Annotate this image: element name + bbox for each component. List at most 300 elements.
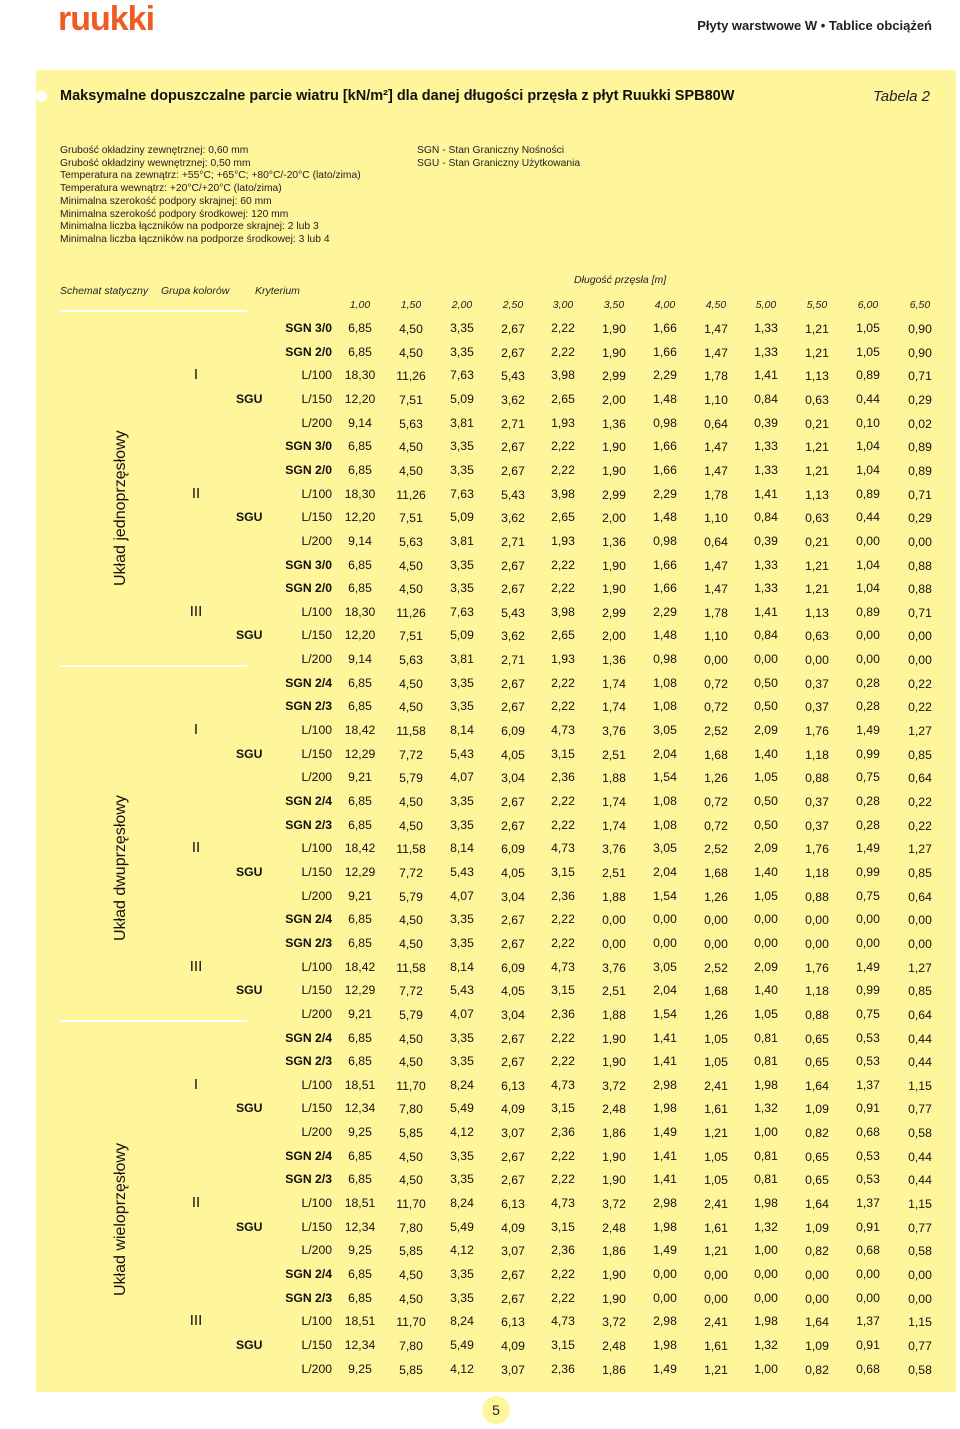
table-cell: 4,50 — [399, 1055, 423, 1070]
table-cell: 1,33 — [754, 581, 778, 596]
parameter-line: Grubość okładziny wewnętrznej: 0,50 mm — [60, 157, 251, 169]
table-cell: 1,61 — [704, 1102, 728, 1117]
table-cell: 2,09 — [754, 723, 778, 738]
table-cell: 5,43 — [501, 369, 525, 384]
table-cell: 0,77 — [908, 1220, 932, 1235]
table-cell: 2,22 — [551, 912, 575, 927]
table-cell: 1,09 — [805, 1220, 829, 1235]
table-cell: 0,50 — [754, 699, 778, 714]
table-cell: 0,89 — [856, 368, 880, 383]
table-cell: 5,09 — [450, 391, 474, 406]
table-cell: 2,36 — [551, 770, 575, 785]
table-cell: 3,15 — [551, 1101, 575, 1116]
span-header-11: 6,50 — [909, 299, 931, 311]
table-cell: 0,65 — [805, 1031, 829, 1046]
table-cell: 0,89 — [908, 463, 932, 478]
table-cell: 1,48 — [653, 628, 677, 643]
table-cell: 5,49 — [450, 1219, 474, 1234]
table-cell: 2,67 — [501, 1055, 525, 1070]
span-header-10: 6,00 — [857, 299, 879, 311]
table-cell: 4,73 — [551, 1077, 575, 1092]
table-cell: 18,30 — [344, 368, 376, 383]
table-cell: 1,66 — [653, 581, 677, 596]
table-cell: 12,34 — [344, 1101, 376, 1116]
table-cell: 0,37 — [805, 700, 829, 715]
table-cell: 1,98 — [754, 1314, 778, 1329]
scheme-label: Układ wieloprzęsłowy — [112, 1142, 129, 1296]
table-cell: 1,66 — [653, 557, 677, 572]
table-cell: 4,50 — [399, 345, 423, 360]
table-cell: 1,90 — [602, 558, 626, 573]
table-cell: 5,43 — [501, 487, 525, 502]
table-cell: 0,88 — [908, 558, 932, 573]
table-cell: 0,02 — [908, 416, 932, 431]
table-cell: 4,50 — [399, 818, 423, 833]
table-cell: 0,84 — [754, 628, 778, 643]
table-cell: 0,00 — [653, 1290, 677, 1305]
table-cell: 0,65 — [805, 1149, 829, 1164]
table-number: Tabela 2 — [873, 88, 930, 105]
table-cell: 7,63 — [450, 604, 474, 619]
table-cell: 1,10 — [704, 629, 728, 644]
table-cell: 1,98 — [653, 1337, 677, 1352]
table-cell: 6,85 — [348, 699, 372, 714]
table-cell: 1,47 — [704, 582, 728, 597]
table-cell: 1,32 — [754, 1219, 778, 1234]
table-cell: 0,91 — [856, 1337, 880, 1352]
table-title: Maksymalne dopuszczalne parcie wiatru [kN/m²] dla danej długości przęsła z płyt Ruukki SPB80W — [60, 88, 735, 104]
table-cell: 2,65 — [551, 391, 575, 406]
table-cell: 4,12 — [450, 1125, 474, 1140]
table-cell: 2,65 — [551, 510, 575, 525]
span-header-9: 5,50 — [806, 299, 828, 311]
table-cell: 1,05 — [856, 344, 880, 359]
table-cell: 0,81 — [754, 1030, 778, 1045]
table-cell: 0,85 — [908, 984, 932, 999]
table-cell: 2,22 — [551, 462, 575, 477]
table-cell: 6,85 — [348, 675, 372, 690]
table-cell: 2,67 — [501, 913, 525, 928]
table-cell: 2,51 — [602, 865, 626, 880]
table-cell: 0,82 — [805, 1362, 829, 1377]
table-cell: 1,41 — [754, 368, 778, 383]
table-cell: 1,90 — [602, 582, 626, 597]
span-header-1: 1,50 — [400, 299, 422, 311]
ruukki-logo-graphic — [58, 4, 176, 34]
table-cell: 0,63 — [805, 511, 829, 526]
table-cell: 12,20 — [344, 391, 376, 406]
table-cell: 6,85 — [348, 817, 372, 832]
table-cell: 0,00 — [704, 653, 728, 668]
table-cell: 1,47 — [704, 345, 728, 360]
table-cell: 0,00 — [602, 913, 626, 928]
table-cell: 5,09 — [450, 628, 474, 643]
table-cell: 2,67 — [501, 322, 525, 336]
table-cell: 1,76 — [805, 842, 829, 857]
table-cell: 1,21 — [704, 1244, 728, 1259]
criterion-label: L/200 — [301, 888, 332, 903]
table-cell: 4,07 — [450, 770, 474, 785]
table-cell: 3,04 — [501, 889, 525, 904]
table-cell: 2,98 — [653, 1077, 677, 1092]
table-cell: 0,39 — [754, 415, 778, 430]
table-cell: 5,85 — [399, 1126, 423, 1141]
table-cell: 0,00 — [908, 1291, 932, 1306]
table-cell: 0,98 — [653, 415, 677, 430]
criterion-label: L/150 — [301, 510, 332, 525]
table-cell: 1,86 — [602, 1126, 626, 1141]
table-cell: 2,48 — [602, 1220, 626, 1235]
table-cell: 0,72 — [704, 676, 728, 691]
table-cell: 5,49 — [450, 1337, 474, 1352]
table-cell: 3,98 — [551, 368, 575, 383]
table-cell: 1,10 — [704, 511, 728, 526]
table-cell: 0,22 — [908, 795, 932, 809]
table-cell: 2,22 — [551, 557, 575, 572]
table-cell: 1,41 — [754, 486, 778, 501]
table-cell: 0,75 — [856, 770, 880, 785]
scheme-label: Układ jednoprzęsłowy — [112, 430, 129, 587]
table-cell: 0,77 — [908, 1338, 932, 1353]
table-cell: 2,36 — [551, 888, 575, 903]
ruukki-logo-text: ruukki — [58, 4, 155, 34]
table-cell: 6,85 — [348, 1148, 372, 1163]
table-cell: 1,33 — [754, 321, 778, 335]
table-cell: 0,00 — [908, 936, 932, 951]
criterion-label: SGN 2/4 — [285, 794, 332, 808]
table-cell: 3,35 — [450, 912, 474, 927]
table-cell: 0,44 — [856, 510, 880, 525]
table-cell: 1,98 — [653, 1101, 677, 1116]
table-cell: 3,35 — [450, 1172, 474, 1187]
table-cell: 0,58 — [908, 1126, 932, 1141]
table-cell: 1,15 — [908, 1315, 932, 1330]
scheme-divider — [60, 665, 247, 667]
criterion-type: SGU — [236, 510, 263, 525]
table-cell: 11,70 — [396, 1315, 426, 1330]
table-cell: 0,64 — [704, 534, 728, 549]
table-cell: 2,51 — [602, 747, 626, 762]
table-cell: 0,00 — [856, 1290, 880, 1305]
table-cell: 1,76 — [805, 724, 829, 739]
table-cell: 0,00 — [653, 935, 677, 950]
table-cell: 1,93 — [551, 533, 575, 548]
criterion-label: L/100 — [301, 368, 332, 383]
table-cell: 1,08 — [653, 699, 677, 714]
criterion-label: L/200 — [301, 415, 332, 430]
table-cell: 0,00 — [856, 628, 880, 643]
table-cell: 1,08 — [653, 817, 677, 832]
table-cell: 2,41 — [704, 1078, 728, 1093]
table-cell: 1,78 — [704, 369, 728, 384]
table-cell: 9,14 — [348, 652, 372, 667]
table-cell: 2,71 — [501, 534, 525, 549]
table-cell: 0,29 — [908, 511, 932, 526]
table-cell: 2,09 — [754, 841, 778, 856]
table-cell: 1,66 — [653, 462, 677, 477]
table-cell: 1,49 — [653, 1361, 677, 1376]
table-cell: 7,63 — [450, 368, 474, 383]
table-cell: 0,88 — [908, 582, 932, 597]
table-cell: 3,35 — [450, 1030, 474, 1045]
table-cell: 0,00 — [754, 912, 778, 927]
table-cell: 0,00 — [754, 1267, 778, 1281]
criterion-label: L/200 — [301, 533, 332, 548]
color-group-label: II — [191, 1194, 201, 1212]
table-cell: 1,49 — [653, 1125, 677, 1140]
criterion-label: SGN 2/3 — [285, 817, 332, 832]
table-cell: 1,74 — [602, 700, 626, 715]
table-cell: 1,21 — [805, 463, 829, 478]
table-cell: 0,77 — [908, 1102, 932, 1117]
table-cell: 0,44 — [856, 391, 880, 406]
table-cell: 2,67 — [501, 1268, 525, 1282]
table-cell: 4,05 — [501, 865, 525, 880]
table-cell: 0,81 — [754, 1054, 778, 1069]
span-header-4: 3,00 — [552, 299, 574, 311]
table-cell: 0,64 — [908, 1007, 932, 1022]
table-cell: 6,85 — [348, 935, 372, 950]
table-cell: 0,89 — [856, 486, 880, 501]
color-group-label: II — [191, 839, 201, 857]
table-cell: 1,90 — [602, 1055, 626, 1070]
table-cell: 6,85 — [348, 1290, 372, 1305]
color-group-label: II — [191, 484, 201, 502]
table-cell: 7,51 — [399, 392, 423, 407]
criterion-label: L/100 — [301, 486, 332, 501]
table-cell: 3,15 — [551, 864, 575, 879]
table-cell: 1,78 — [704, 487, 728, 502]
table-cell: 0,64 — [908, 889, 932, 904]
table-cell: 11,58 — [396, 724, 426, 739]
legend — [417, 145, 580, 170]
table-cell: 4,50 — [399, 322, 423, 336]
table-cell: 3,35 — [450, 321, 474, 335]
table-cell: 0,68 — [856, 1125, 880, 1140]
criterion-label: SGN 2/4 — [285, 1148, 332, 1163]
span-header-7: 4,50 — [705, 299, 727, 311]
color-group-label: III — [189, 957, 203, 975]
criterion-label: L/150 — [301, 864, 332, 879]
table-cell: 3,07 — [501, 1126, 525, 1141]
table-cell: 0,71 — [908, 605, 932, 620]
table-cell: 1,33 — [754, 462, 778, 477]
table-cell: 12,20 — [344, 628, 376, 643]
criterion-label: SGN 2/3 — [285, 1290, 332, 1305]
table-cell: 0,63 — [805, 629, 829, 644]
table-cell: 1,47 — [704, 558, 728, 573]
table-cell: 1,88 — [602, 1007, 626, 1022]
table-cell: 0,63 — [805, 392, 829, 407]
table-cell: 4,05 — [501, 984, 525, 999]
table-cell: 0,00 — [908, 913, 932, 928]
table-cell: 1,26 — [704, 1007, 728, 1022]
table-cell: 0,50 — [754, 817, 778, 832]
table-cell: 1,93 — [551, 415, 575, 430]
table-cell: 3,05 — [653, 959, 677, 974]
table-cell: 0,00 — [805, 1268, 829, 1282]
table-cell: 0,99 — [856, 864, 880, 879]
table-cell: 0,75 — [856, 1006, 880, 1021]
table-cell: 1,05 — [754, 888, 778, 903]
table-cell: 7,72 — [399, 984, 423, 999]
color-group-label: I — [193, 721, 199, 739]
table-cell: 6,85 — [348, 439, 372, 454]
table-cell: 1,93 — [551, 652, 575, 667]
table-cell: 0,00 — [856, 533, 880, 548]
criterion-label: SGN 3/0 — [285, 439, 332, 454]
table-cell: 6,85 — [348, 557, 372, 572]
table-cell: 1,86 — [602, 1244, 626, 1259]
table-cell: 1,00 — [754, 1243, 778, 1258]
table-cell: 2,67 — [501, 1173, 525, 1188]
criterion-label: SGN 2/4 — [285, 1030, 332, 1045]
table-cell: 8,14 — [450, 723, 474, 738]
table-cell: 2,22 — [551, 321, 575, 335]
table-cell: 1,18 — [805, 984, 829, 999]
span-header-0: 1,00 — [349, 299, 371, 311]
table-cell: 3,76 — [602, 960, 626, 975]
table-cell: 4,05 — [501, 747, 525, 762]
parameter-line: Minimalna szerokość podpory środkowej: 120 mm — [60, 208, 289, 220]
table-cell: 5,79 — [399, 771, 423, 786]
table-cell: 6,85 — [348, 1030, 372, 1045]
table-cell: 2,22 — [551, 1148, 575, 1163]
criterion-type: SGU — [236, 391, 263, 406]
table-cell: 3,35 — [450, 462, 474, 477]
table-cell: 1,40 — [754, 746, 778, 761]
parameter-line: Minimalna liczba łączników na podporze skrajnej: 2 lub 3 — [60, 221, 319, 233]
table-cell: 2,67 — [501, 1291, 525, 1306]
table-cell: 0,00 — [754, 1290, 778, 1305]
table-cell: 1,98 — [754, 1077, 778, 1092]
criterion-label: L/100 — [301, 841, 332, 856]
table-cell: 3,98 — [551, 604, 575, 619]
table-cell: 1,05 — [704, 1055, 728, 1070]
table-cell: 1,05 — [704, 1031, 728, 1046]
table-cell: 0,72 — [704, 795, 728, 809]
table-cell: 8,14 — [450, 959, 474, 974]
table-cell: 11,58 — [396, 842, 426, 857]
table-cell: 3,35 — [450, 1267, 474, 1281]
span-header-2: 2,00 — [451, 299, 473, 311]
table-cell: 2,67 — [501, 463, 525, 478]
table-cell: 7,80 — [399, 1220, 423, 1235]
table-cell: 0,00 — [856, 912, 880, 927]
table-cell: 18,42 — [344, 723, 376, 738]
table-cell: 1,13 — [805, 369, 829, 384]
table-cell: 1,13 — [805, 487, 829, 502]
table-cell: 2,71 — [501, 416, 525, 431]
table-cell: 0,58 — [908, 1362, 932, 1377]
table-cell: 2,22 — [551, 1030, 575, 1045]
table-cell: 3,72 — [602, 1197, 626, 1212]
table-cell: 2,04 — [653, 864, 677, 879]
table-cell: 2,09 — [754, 959, 778, 974]
table-cell: 1,27 — [908, 960, 932, 975]
table-cell: 1,09 — [805, 1338, 829, 1353]
criterion-label: SGN 3/0 — [285, 321, 332, 335]
table-cell: 0,00 — [653, 1267, 677, 1281]
table-cell: 0,00 — [754, 652, 778, 667]
table-cell: 18,51 — [344, 1196, 376, 1211]
table-cell: 3,15 — [551, 1337, 575, 1352]
table-cell: 2,99 — [602, 487, 626, 502]
table-cell: 2,00 — [602, 629, 626, 644]
table-cell: 2,22 — [551, 794, 575, 808]
table-cell: 1,27 — [908, 842, 932, 857]
table-cell: 0,10 — [856, 415, 880, 430]
table-cell: 0,72 — [704, 700, 728, 715]
table-cell: 3,35 — [450, 1290, 474, 1305]
table-cell: 3,35 — [450, 699, 474, 714]
scheme-label: Układ dwuprzęsłowy — [112, 795, 129, 942]
table-cell: 2,52 — [704, 960, 728, 975]
table-cell: 5,79 — [399, 1007, 423, 1022]
table-cell: 2,71 — [501, 653, 525, 668]
criterion-label: L/200 — [301, 1125, 332, 1140]
table-cell: 3,35 — [450, 1148, 474, 1163]
table-cell: 1,66 — [653, 321, 677, 335]
table-cell: 0,22 — [908, 700, 932, 715]
table-cell: 7,63 — [450, 486, 474, 501]
table-cell: 1,21 — [805, 322, 829, 336]
table-cell: 0,28 — [856, 699, 880, 714]
table-cell: 1,27 — [908, 724, 932, 739]
table-cell: 1,49 — [856, 723, 880, 738]
table-cell: 2,67 — [501, 582, 525, 597]
table-cell: 4,50 — [399, 558, 423, 573]
title-row — [36, 88, 956, 108]
table-cell: 0,53 — [856, 1030, 880, 1045]
table-cell: 1,05 — [704, 1149, 728, 1164]
table-cell: 0,00 — [805, 653, 829, 668]
table-cell: 3,35 — [450, 794, 474, 808]
table-cell: 11,26 — [396, 487, 426, 502]
table-cell: 1,41 — [754, 604, 778, 619]
table-cell: 2,99 — [602, 369, 626, 384]
criterion-type: SGU — [236, 864, 263, 879]
table-cell: 1,05 — [754, 770, 778, 785]
table-cell: 0,50 — [754, 675, 778, 690]
table-cell: 0,00 — [908, 534, 932, 549]
table-cell: 2,22 — [551, 581, 575, 596]
header-grupa: Grupa kolorów — [161, 285, 230, 297]
table-cell: 1,40 — [754, 864, 778, 879]
table-cell: 6,13 — [501, 1315, 525, 1330]
ruukki-logo — [58, 4, 176, 39]
table-cell: 0,00 — [856, 652, 880, 667]
table-cell: 4,09 — [501, 1220, 525, 1235]
criterion-label: L/200 — [301, 770, 332, 785]
table-cell: 2,22 — [551, 439, 575, 454]
table-cell: 0,91 — [856, 1101, 880, 1116]
table-cell: 0,44 — [908, 1055, 932, 1070]
criterion-label: SGN 2/0 — [285, 344, 332, 359]
table-cell: 6,85 — [348, 912, 372, 927]
table-cell: 1,18 — [805, 865, 829, 880]
table-cell: 1,90 — [602, 1149, 626, 1164]
table-cell: 2,67 — [501, 700, 525, 715]
table-cell: 7,80 — [399, 1338, 423, 1353]
table-cell: 1,68 — [704, 865, 728, 880]
table-cell: 1,36 — [602, 534, 626, 549]
criterion-label: L/150 — [301, 1101, 332, 1116]
table-cell: 8,24 — [450, 1077, 474, 1092]
table-cell: 0,44 — [908, 1031, 932, 1046]
table-cell: 1,09 — [805, 1102, 829, 1117]
table-cell: 1,21 — [805, 558, 829, 573]
